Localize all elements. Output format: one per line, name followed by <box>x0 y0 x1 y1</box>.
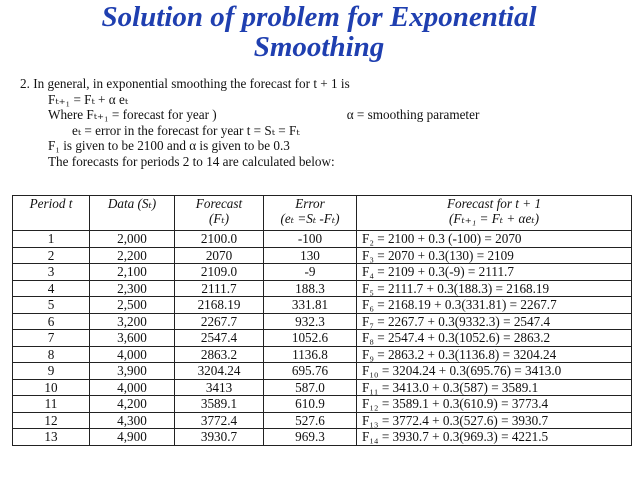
intro-alpha-definition: α = smoothing parameter <box>346 107 480 122</box>
cell-forecast: 3589.1 <box>175 396 264 413</box>
intro-forecast-definition: Where Fₜ₊₁ = forecast for year ) <box>48 107 217 122</box>
table-row <box>13 412 632 429</box>
cell-forecast: 2111.7 <box>175 280 264 297</box>
cell-error: 1136.8 <box>264 346 357 363</box>
cell-period: 4 <box>13 280 90 297</box>
cell-forecast: 2070 <box>175 247 264 264</box>
intro-given-values: F₁ is given to be 2100 and α is given to be 0.3 <box>48 138 290 153</box>
cell-data: 3,200 <box>90 313 175 330</box>
intro-formula: Fₜ₊₁ = Fₜ + α eₜ <box>48 91 129 107</box>
cell-error: 695.76 <box>264 363 357 380</box>
intro-definition-row <box>20 107 630 123</box>
table-row <box>13 280 632 297</box>
cell-period: 11 <box>13 396 90 413</box>
cell-period: 3 <box>13 264 90 281</box>
cell-formula: F₂ = 2100 + 0.3 (-100) = 2070 <box>357 231 632 248</box>
cell-forecast: 2547.4 <box>175 330 264 347</box>
cell-formula: F₅ = 2111.7 + 0.3(188.3) = 2168.19 <box>357 280 632 297</box>
cell-data: 4,200 <box>90 396 175 413</box>
table-row <box>13 396 632 413</box>
cell-forecast: 2109.0 <box>175 264 264 281</box>
cell-error: 331.81 <box>264 297 357 314</box>
cell-formula: F₉ = 2863.2 + 0.3(1136.8) = 3204.24 <box>357 346 632 363</box>
cell-error: 932.3 <box>264 313 357 330</box>
header-forecast-next: Forecast for t + 1 (Fₜ₊₁ = Fₜ + αeₜ) <box>357 196 632 231</box>
cell-data: 2,100 <box>90 264 175 281</box>
cell-forecast: 3413 <box>175 379 264 396</box>
forecast-table <box>12 195 632 446</box>
cell-forecast: 2168.19 <box>175 297 264 314</box>
cell-period: 9 <box>13 363 90 380</box>
cell-error: -9 <box>264 264 357 281</box>
cell-period: 7 <box>13 330 90 347</box>
header-forecast: Forecast (Fₜ) <box>175 196 264 231</box>
cell-period: 2 <box>13 247 90 264</box>
table-row <box>13 231 632 248</box>
cell-period: 1 <box>13 231 90 248</box>
cell-formula: F₇ = 2267.7 + 0.3(9332.3) = 2547.4 <box>357 313 632 330</box>
cell-formula: F₆ = 2168.19 + 0.3(331.81) = 2267.7 <box>357 297 632 314</box>
table-row <box>13 379 632 396</box>
cell-forecast: 3204.24 <box>175 363 264 380</box>
table-row <box>13 330 632 347</box>
header-period: Period t <box>13 196 90 231</box>
cell-forecast: 3772.4 <box>175 412 264 429</box>
cell-period: 5 <box>13 297 90 314</box>
cell-error: 188.3 <box>264 280 357 297</box>
slide-title-line1: Solution of problem for Exponential <box>101 1 537 33</box>
cell-formula: F₄ = 2109 + 0.3(-9) = 2111.7 <box>357 264 632 281</box>
cell-formula: F₈ = 2547.4 + 0.3(1052.6) = 2863.2 <box>357 330 632 347</box>
cell-formula: F₁₀ = 3204.24 + 0.3(695.76) = 3413.0 <box>357 363 632 380</box>
table-row <box>13 346 632 363</box>
cell-forecast: 2100.0 <box>175 231 264 248</box>
cell-formula: F₁₃ = 3772.4 + 0.3(527.6) = 3930.7 <box>357 412 632 429</box>
cell-error: 969.3 <box>264 429 357 446</box>
intro-text <box>20 76 630 169</box>
header-data: Data (Sₜ) <box>90 196 175 231</box>
table-row <box>13 247 632 264</box>
cell-error: 587.0 <box>264 379 357 396</box>
cell-data: 2,200 <box>90 247 175 264</box>
cell-data: 2,500 <box>90 297 175 314</box>
cell-forecast: 2863.2 <box>175 346 264 363</box>
cell-data: 4,000 <box>90 346 175 363</box>
slide-title <box>0 2 638 62</box>
cell-period: 8 <box>13 346 90 363</box>
cell-period: 10 <box>13 379 90 396</box>
table-row <box>13 297 632 314</box>
cell-forecast: 2267.7 <box>175 313 264 330</box>
slide-title-line2: Smoothing <box>253 31 385 63</box>
intro-error-definition: eₜ = error in the forecast for year t = Sₜ = Fₜ <box>72 122 300 138</box>
cell-data: 2,000 <box>90 231 175 248</box>
header-error: Error (eₜ =Sₜ -Fₜ) <box>264 196 357 231</box>
table-row <box>13 429 632 446</box>
cell-data: 2,300 <box>90 280 175 297</box>
intro-table-caption: The forecasts for periods 2 to 14 are calculated below: <box>48 153 335 169</box>
cell-error: -100 <box>264 231 357 248</box>
cell-period: 13 <box>13 429 90 446</box>
cell-error: 1052.6 <box>264 330 357 347</box>
cell-data: 4,000 <box>90 379 175 396</box>
cell-error: 527.6 <box>264 412 357 429</box>
table-row <box>13 313 632 330</box>
table-row <box>13 264 632 281</box>
table-row <box>13 363 632 380</box>
cell-data: 4,300 <box>90 412 175 429</box>
table-header-row <box>13 196 632 231</box>
cell-formula: F₁₂ = 3589.1 + 0.3(610.9) = 3773.4 <box>357 396 632 413</box>
cell-error: 610.9 <box>264 396 357 413</box>
cell-data: 4,900 <box>90 429 175 446</box>
cell-data: 3,900 <box>90 363 175 380</box>
cell-period: 12 <box>13 412 90 429</box>
cell-error: 130 <box>264 247 357 264</box>
cell-data: 3,600 <box>90 330 175 347</box>
cell-formula: F₁₁ = 3413.0 + 0.3(587) = 3589.1 <box>357 379 632 396</box>
cell-period: 6 <box>13 313 90 330</box>
cell-forecast: 3930.7 <box>175 429 264 446</box>
cell-formula: F₃ = 2070 + 0.3(130) = 2109 <box>357 247 632 264</box>
intro-line-1: 2. In general, in exponential smoothing the forecast for t + 1 is <box>20 76 350 91</box>
cell-formula: F₁₄ = 3930.7 + 0.3(969.3) = 4221.5 <box>357 429 632 446</box>
